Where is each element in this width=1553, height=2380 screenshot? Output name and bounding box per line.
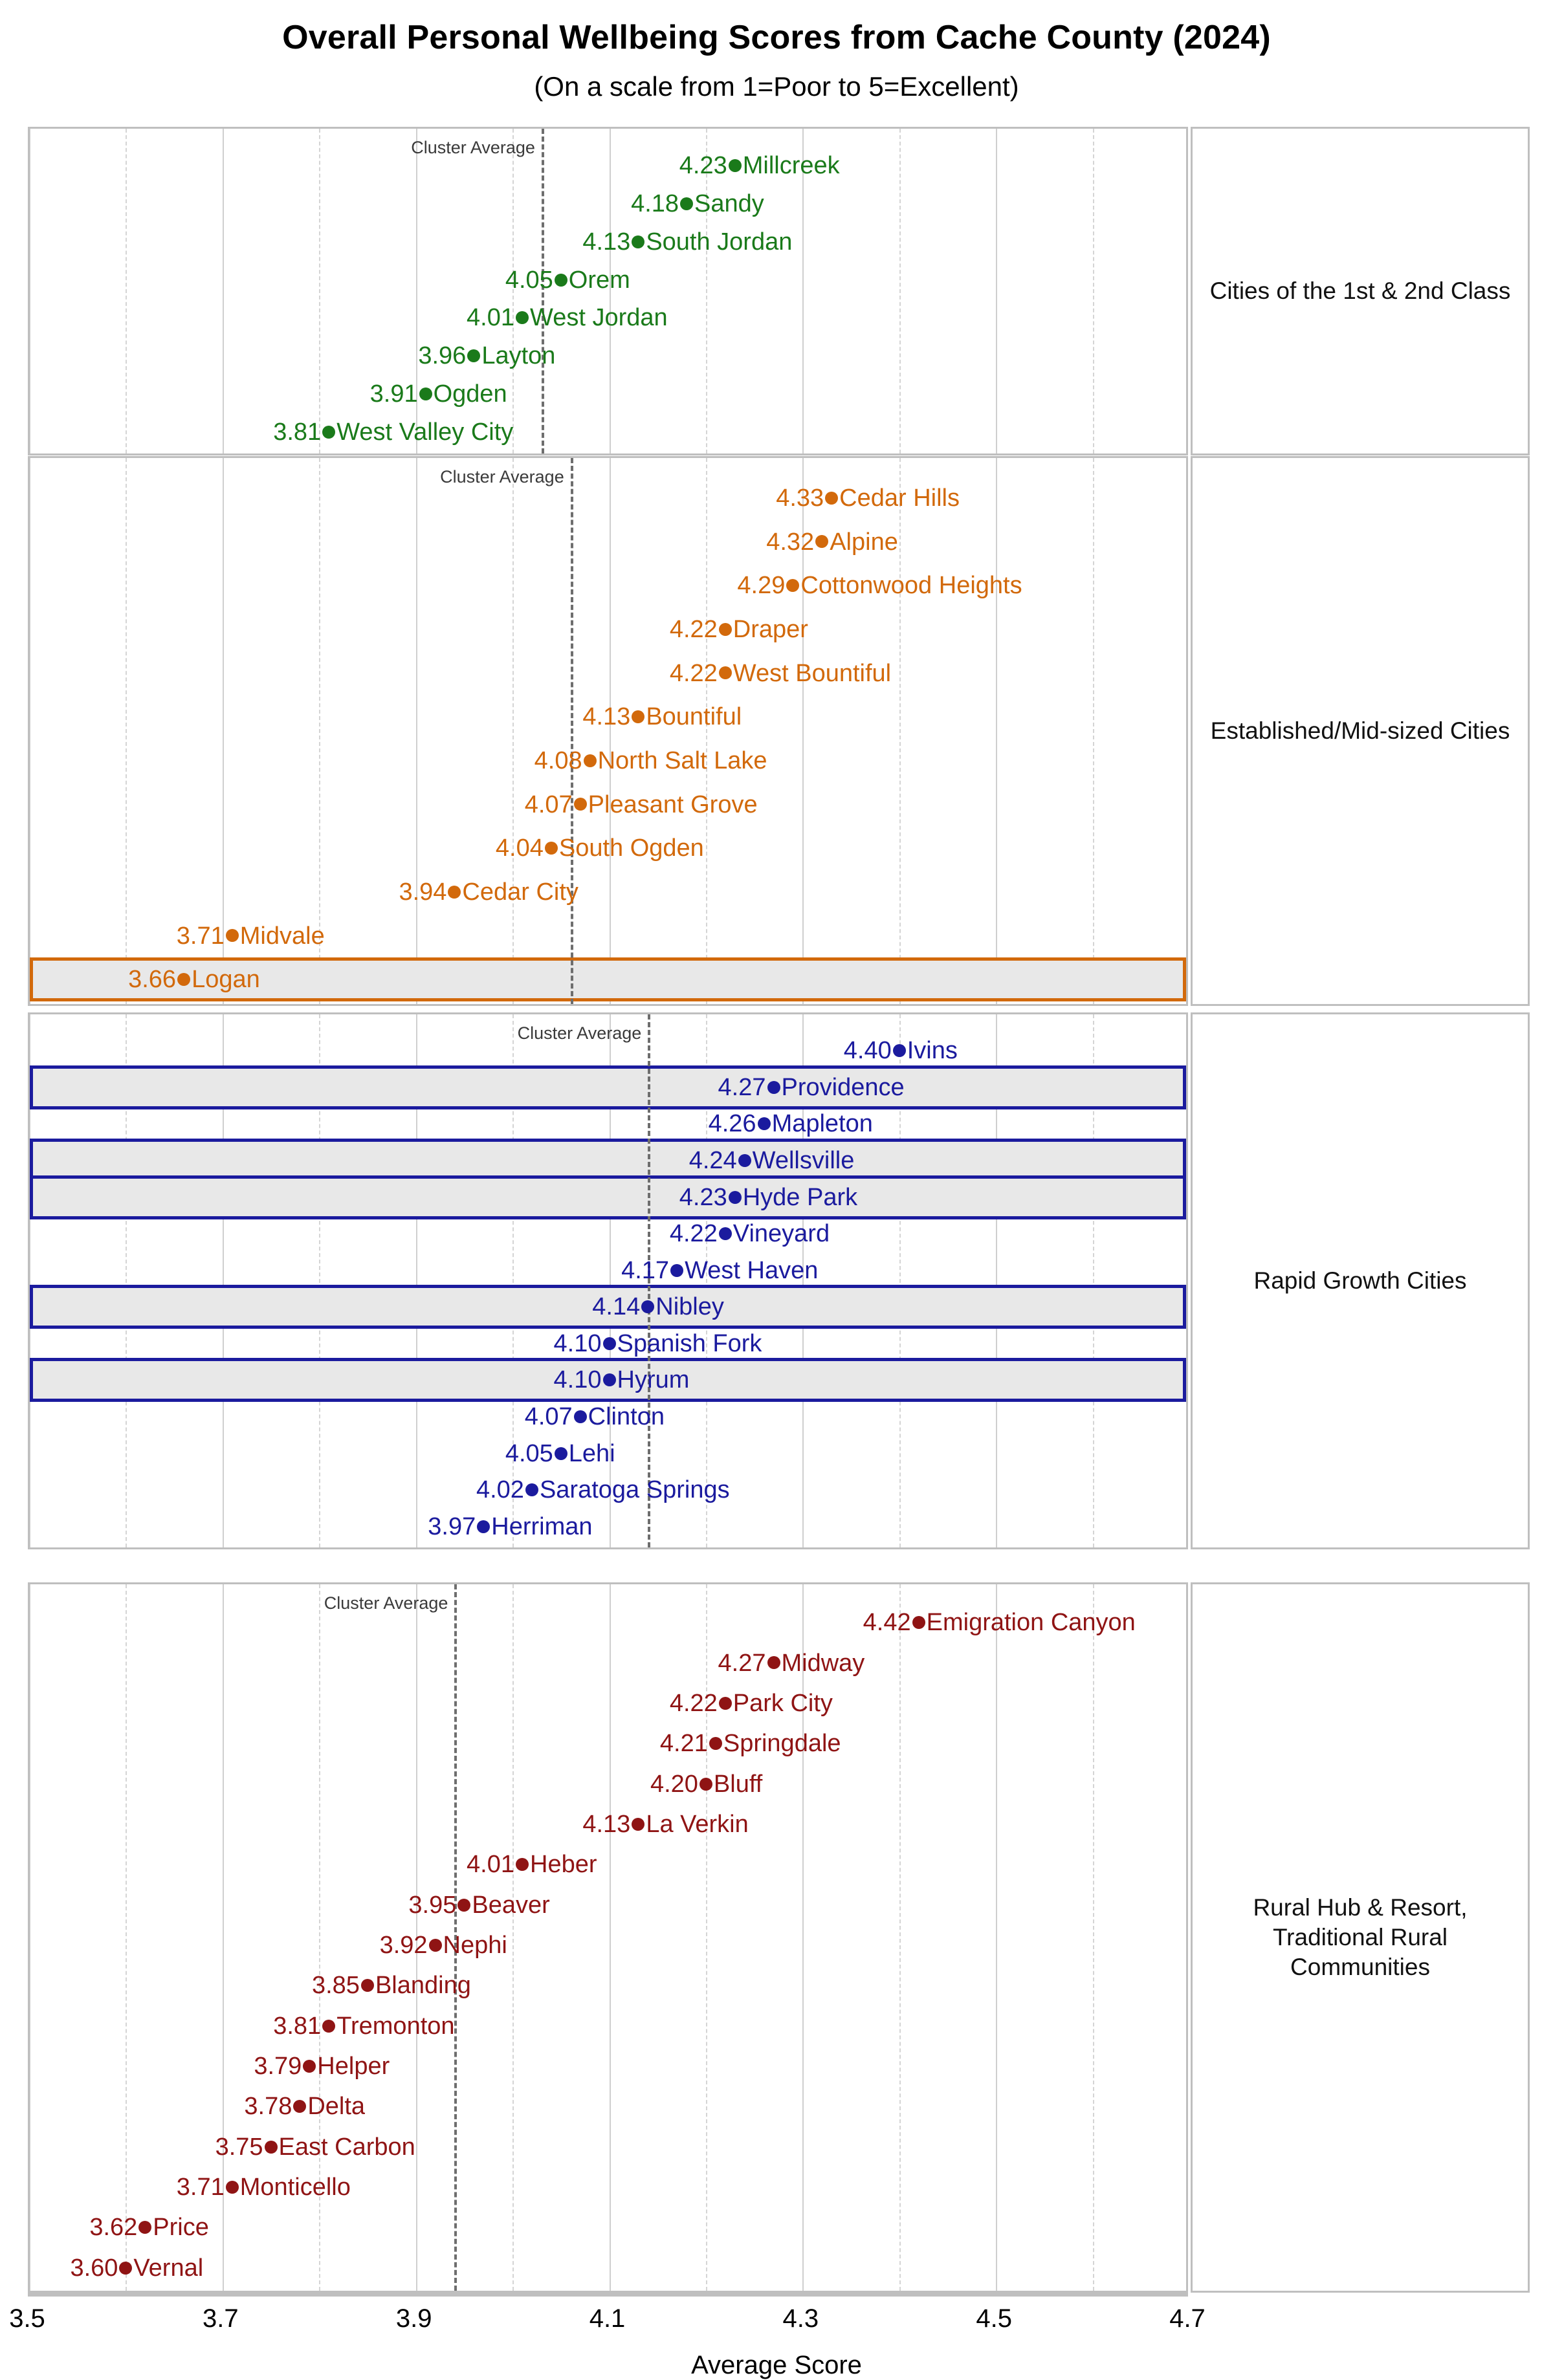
data-row[interactable] [30,566,1186,605]
data-row[interactable] [30,336,1186,375]
data-point[interactable] [244,2094,365,2119]
x-axis-line [28,2293,1188,2297]
data-point-marker [632,710,644,723]
data-row[interactable] [30,873,1186,912]
data-row[interactable] [30,2249,1186,2287]
data-point-marker [767,1656,780,1669]
data-point[interactable] [776,486,960,510]
data-row[interactable] [30,298,1186,337]
data-point-label: Vernal [133,2254,204,2282]
data-row[interactable] [30,1324,1186,1363]
x-tick-label: 4.3 [782,2304,819,2333]
plot-area [30,1014,1186,1547]
data-point-marker [177,973,190,986]
x-tick-label: 3.5 [9,2304,45,2333]
data-point-marker [758,1117,771,1130]
data-row[interactable] [30,261,1186,300]
data-row[interactable] [30,1434,1186,1473]
data-point-label: Blanding [375,1972,471,2000]
data-point-marker [226,2181,239,2194]
data-row[interactable] [30,2128,1186,2167]
data-point-value: 3.96 [418,342,467,370]
data-point-marker [719,1227,732,1240]
data-point-label: Clinton [588,1403,665,1430]
data-point[interactable] [273,2014,454,2038]
data-point-label: Millcreek [742,152,840,180]
data-point-marker [893,1044,906,1057]
data-point-label: Cedar City [462,878,578,906]
data-point-value: 4.22 [669,615,718,643]
data-row[interactable] [30,1926,1186,1965]
data-point-value: 4.02 [476,1476,524,1504]
data-point-label: Draper [732,615,808,643]
data-point-value: 3.71 [176,2174,225,2201]
data-row[interactable] [30,1178,1186,1217]
data-row[interactable] [30,1603,1186,1642]
data-row[interactable] [30,1141,1186,1180]
data-point-value: 3.81 [273,418,322,446]
data-point[interactable] [380,1933,507,1958]
data-point-label: South Ogden [558,835,704,862]
data-point[interactable] [496,836,704,860]
data-row[interactable] [30,1068,1186,1107]
plot-area [30,458,1186,1004]
data-point[interactable] [89,2215,209,2240]
data-row[interactable] [30,1470,1186,1509]
data-point-value: 4.22 [669,659,718,687]
data-point-label: South Jordan [646,228,793,256]
data-point-marker [574,798,587,811]
data-point-label: Midway [781,1649,865,1677]
data-point[interactable] [582,230,792,254]
cluster-average-label: Cluster Average [440,467,564,486]
data-row[interactable] [30,1966,1186,2005]
data-point-value: 4.01 [467,304,515,332]
data-point-label: Monticello [239,2174,351,2201]
data-point[interactable] [505,268,630,292]
data-row[interactable] [30,1845,1186,1884]
chart-panel [28,127,1188,455]
data-point-marker [912,1616,925,1629]
plot-area [30,129,1186,453]
data-row[interactable] [30,1104,1186,1143]
data-row[interactable] [30,1644,1186,1683]
data-row[interactable] [30,1886,1186,1925]
data-point-marker [719,1697,732,1710]
data-point-marker [738,1154,751,1167]
data-point-label: Layton [481,342,556,370]
x-tick-label: 4.1 [589,2304,626,2333]
data-row[interactable] [30,2047,1186,2086]
data-point-label: West Valley City [336,418,514,446]
data-point[interactable] [554,1368,690,1392]
data-point-label: Heber [530,1851,597,1879]
data-point-value: 3.75 [215,2133,263,2161]
plot-area [30,1584,1186,2291]
data-point[interactable] [679,1185,857,1210]
data-point-marker [477,1520,490,1533]
data-point-label: Cedar Hills [839,484,960,512]
data-point-label: Mapleton [771,1110,873,1138]
data-point-marker [719,623,732,636]
data-point-value: 4.10 [553,1366,602,1394]
data-point[interactable] [679,153,840,178]
data-point-value: 4.07 [524,791,573,818]
cluster-average-label: Cluster Average [324,1593,448,1613]
data-point-label: Sandy [694,190,764,218]
data-point-marker [457,1899,470,1912]
data-point-value: 4.42 [863,1609,911,1637]
data-point-marker [729,1191,742,1204]
data-point-value: 4.05 [505,266,553,294]
data-point-value: 3.78 [244,2093,292,2121]
data-point-value: 4.23 [679,152,727,180]
data-point-marker [303,2060,316,2073]
data-point-marker [448,886,461,899]
data-point[interactable] [582,1812,748,1837]
data-point[interactable] [650,1772,762,1796]
data-point-marker [584,754,597,767]
data-point[interactable] [418,344,555,368]
data-point-value: 3.95 [408,1891,457,1919]
data-row[interactable] [30,1287,1186,1326]
chart-panel [28,1012,1188,1549]
x-tick-label: 4.7 [1169,2304,1206,2333]
data-point-marker [632,235,644,248]
data-point-value: 4.23 [679,1183,727,1211]
data-point-marker [516,1858,529,1871]
data-point-marker [603,1337,616,1350]
data-point-marker [603,1373,616,1386]
data-point[interactable] [467,1852,597,1877]
data-point[interactable] [215,2135,415,2159]
data-row[interactable] [30,2007,1186,2046]
data-point-value: 4.32 [766,528,815,556]
data-row[interactable] [30,1805,1186,1844]
data-point-marker [467,349,480,362]
data-point-marker [574,1410,587,1423]
data-point-value: 4.10 [553,1329,602,1357]
data-point[interactable] [370,382,507,406]
data-point-value: 4.22 [669,1689,718,1717]
data-point-value: 3.71 [176,922,225,950]
data-point-marker [525,1483,538,1496]
data-row[interactable] [30,1360,1186,1399]
data-point-label: Ivins [907,1037,958,1065]
data-row[interactable] [30,917,1186,955]
data-point-label: Ogden [433,380,507,408]
data-point-label: Hyde Park [742,1183,858,1211]
data-point-value: 4.08 [534,747,582,774]
data-point-label: Nephi [443,1932,507,1959]
data-point-value: 4.27 [718,1649,766,1677]
data-row[interactable] [30,741,1186,780]
data-row[interactable] [30,375,1186,413]
data-point[interactable] [177,2175,351,2200]
data-point-label: Helper [317,2053,390,2080]
data-point[interactable] [525,1404,665,1429]
data-point-marker [729,159,742,172]
data-point-value: 4.22 [669,1220,718,1248]
data-point-value: 4.29 [737,572,786,600]
data-point-label: Bluff [713,1770,763,1798]
panel-strip-label: Rural Hub & Resort, Traditional Rural Communities [1191,1582,1530,2293]
data-point-value: 4.13 [582,703,631,731]
data-point-marker [119,2262,132,2275]
data-row[interactable] [30,2168,1186,2207]
data-point-label: Nibley [655,1293,724,1321]
data-point-label: La Verkin [646,1810,749,1838]
data-point[interactable] [177,924,325,948]
data-row[interactable] [30,184,1186,223]
data-point[interactable] [670,1691,833,1716]
data-point-label: Park City [732,1689,833,1717]
data-point-label: Midvale [239,922,325,950]
data-row[interactable] [30,413,1186,452]
x-tick-label: 3.7 [203,2304,239,2333]
data-point[interactable] [631,191,764,216]
data-point-value: 4.20 [650,1770,698,1798]
data-point-marker [322,426,335,439]
data-point-label: North Salt Lake [597,747,767,774]
data-point-value: 4.05 [505,1439,553,1467]
data-point[interactable] [709,1111,873,1136]
data-point-label: Lehi [568,1439,615,1467]
data-point-marker [680,197,693,210]
data-point-marker [293,2100,306,2113]
data-point[interactable] [128,967,260,992]
data-point-value: 3.79 [254,2053,302,2080]
data-point-label: Vineyard [732,1220,830,1248]
data-point-marker [265,2141,278,2154]
data-point-value: 3.62 [89,2214,138,2242]
data-point-label: East Carbon [278,2133,415,2161]
data-point-value: 3.92 [379,1932,428,1959]
panel-strip-label: Cities of the 1st & 2nd Class [1191,127,1530,455]
data-point-marker [719,666,732,679]
data-point-marker [767,1081,780,1094]
data-point[interactable] [525,792,758,817]
data-row[interactable] [30,1684,1186,1723]
data-point-value: 3.66 [128,966,177,994]
data-point-value: 3.94 [399,878,447,906]
data-point-marker [361,1979,374,1992]
data-point-marker [632,1818,644,1831]
data-point-marker [699,1778,712,1791]
data-point[interactable] [582,704,742,729]
data-point-marker [419,388,432,400]
data-point-label: Price [153,2214,209,2242]
data-point[interactable] [670,617,808,642]
data-point-label: Bountiful [646,703,742,731]
data-point[interactable] [428,1514,592,1539]
data-point-marker [815,535,828,548]
data-point[interactable] [592,1294,724,1319]
data-row[interactable] [30,785,1186,824]
data-point[interactable] [70,2256,203,2280]
data-point-value: 4.14 [592,1293,641,1321]
data-point-value: 3.60 [70,2254,118,2282]
data-point-label: Saratoga Springs [539,1476,730,1504]
page-subtitle: (On a scale from 1=Poor to 5=Excellent) [534,71,1019,102]
page-title: Overall Personal Wellbeing Scores from Cache County (2024) [282,19,1271,56]
panel-strip-label: Established/Mid-sized Cities [1191,456,1530,1006]
data-point-marker [641,1300,654,1313]
data-row[interactable] [30,1765,1186,1804]
x-axis-label: Average Score [691,2351,862,2379]
data-point[interactable] [534,748,767,773]
data-point-value: 4.18 [631,190,679,218]
data-row[interactable] [30,2208,1186,2247]
data-row[interactable] [30,2087,1186,2126]
data-point-value: 3.97 [428,1512,476,1540]
data-row[interactable] [30,146,1186,185]
data-point[interactable] [554,1331,762,1356]
data-point-value: 4.07 [524,1403,573,1430]
data-point[interactable] [312,1973,471,1998]
data-point[interactable] [621,1258,818,1283]
x-tick-label: 3.9 [395,2304,432,2333]
data-point[interactable] [273,420,513,444]
data-row[interactable] [30,1507,1186,1546]
data-point-value: 4.33 [776,484,824,512]
cluster-average-label: Cluster Average [517,1023,642,1043]
data-point-marker [138,2221,151,2234]
data-point-marker [555,274,567,287]
data-point-value: 4.04 [495,835,544,862]
data-point-value: 4.40 [843,1037,892,1065]
data-point[interactable] [660,1731,841,1756]
data-point-label: Logan [192,966,260,994]
data-point[interactable] [670,661,891,686]
x-tick-label: 4.5 [976,2304,1012,2333]
data-row[interactable] [30,654,1186,693]
data-point-label: Alpine [830,528,898,556]
data-point-marker [429,1939,442,1952]
data-point-value: 4.27 [718,1073,766,1101]
data-point[interactable] [766,530,898,554]
data-row[interactable] [30,610,1186,649]
data-point[interactable] [408,1893,549,1917]
data-point-value: 3.85 [311,1972,360,2000]
data-point-value: 4.01 [467,1851,515,1879]
data-row[interactable] [30,1031,1186,1070]
data-row[interactable] [30,1214,1186,1253]
data-point-label: Delta [307,2093,366,2121]
data-row[interactable] [30,223,1186,261]
data-point-label: Tremonton [336,2012,455,2040]
data-point-value: 4.26 [708,1110,756,1138]
data-point[interactable] [399,880,578,904]
data-point-marker [516,311,529,324]
data-point-marker [545,842,558,855]
data-point-label: Spanish Fork [617,1329,762,1357]
data-point-label: West Jordan [530,304,668,332]
data-point-label: Pleasant Grove [588,791,758,818]
data-row[interactable] [30,960,1186,999]
data-point-label: Wellsville [752,1147,855,1174]
data-point-label: Providence [781,1073,905,1101]
data-point-marker [786,579,799,592]
panel-strip-label: Rapid Growth Cities [1191,1012,1530,1549]
data-point-label: Emigration Canyon [926,1609,1136,1637]
data-point-value: 4.17 [621,1256,670,1284]
data-point-value: 4.13 [582,228,631,256]
data-point[interactable] [254,2054,390,2079]
data-point-value: 4.24 [688,1147,737,1174]
data-row[interactable] [30,1251,1186,1290]
data-point-label: Springdale [723,1730,841,1758]
data-point-label: Herriman [491,1512,593,1540]
data-point-label: Beaver [472,1891,550,1919]
chart-panel [28,456,1188,1006]
data-row[interactable] [30,1397,1186,1436]
data-point-marker [322,2020,335,2033]
data-point[interactable] [505,1441,615,1466]
data-point[interactable] [467,305,668,330]
data-point-marker [555,1447,567,1460]
data-point-label: Orem [568,266,630,294]
data-point[interactable] [718,1651,865,1676]
data-point-label: Cottonwood Heights [800,572,1022,600]
data-point[interactable] [476,1478,730,1502]
data-row[interactable] [30,697,1186,736]
data-row[interactable] [30,1724,1186,1763]
data-point-marker [670,1264,683,1277]
data-row[interactable] [30,523,1186,562]
data-point-label: West Haven [685,1256,819,1284]
data-point-value: 4.13 [582,1810,631,1838]
data-point-value: 4.21 [659,1730,708,1758]
data-point[interactable] [689,1148,855,1173]
data-point[interactable] [863,1610,1136,1635]
data-point[interactable] [670,1221,830,1246]
data-point-marker [825,492,838,505]
data-point-value: 3.81 [273,2012,322,2040]
data-point[interactable] [844,1038,958,1063]
data-point[interactable] [718,1075,905,1100]
data-point-marker [709,1737,722,1750]
data-point-value: 3.91 [369,380,418,408]
chart-panel [28,1582,1188,2293]
data-row[interactable] [30,479,1186,518]
data-point-label: Hyrum [617,1366,690,1394]
data-point-label: West Bountiful [732,659,892,687]
data-row[interactable] [30,829,1186,868]
data-point[interactable] [737,573,1022,598]
cluster-average-label: Cluster Average [411,138,535,157]
data-point-marker [226,929,239,942]
